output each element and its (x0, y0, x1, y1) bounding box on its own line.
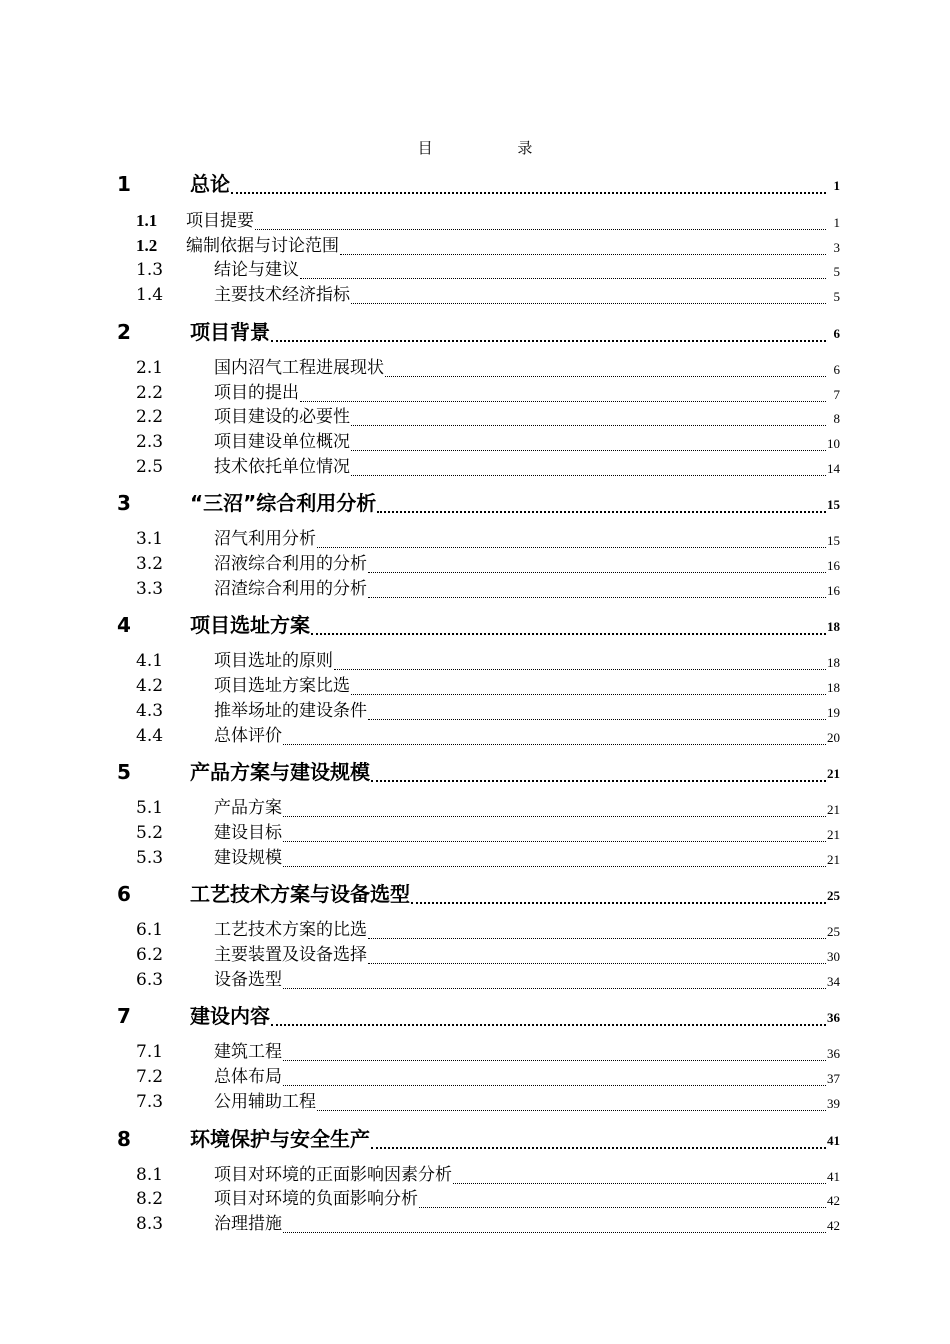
toc-page-number: 19 (827, 704, 840, 720)
toc-title-text: 治理措施 (214, 1213, 282, 1234)
toc-page-number: 41 (827, 1132, 840, 1148)
toc-number: 6 (117, 882, 131, 907)
toc-number: 7 (117, 1004, 131, 1029)
toc-page-number: 21 (827, 851, 840, 867)
toc-section[interactable] (0, 430, 950, 454)
toc-leader-dots (368, 922, 826, 939)
toc-title-text: 产品方案 (214, 798, 282, 819)
toc-section[interactable] (0, 258, 950, 282)
toc-title-text: 主要技术经济指标 (214, 285, 350, 306)
toc-page-number: 5 (833, 289, 840, 305)
toc-title-text: 项目对环境的负面影响分析 (214, 1189, 418, 1210)
toc-section[interactable] (0, 968, 950, 992)
toc-section[interactable] (0, 209, 950, 233)
toc-number: 2.1 (136, 357, 164, 378)
toc-title-text: 技术依托单位情况 (214, 456, 350, 477)
toc-leader-dots (351, 459, 826, 476)
toc-section[interactable] (0, 846, 950, 870)
toc-title-text: 环境保护与安全生产 (190, 1126, 370, 1151)
toc-number: 3.1 (136, 529, 164, 550)
toc-page-number: 25 (827, 888, 840, 904)
toc-title-text: 沼渣综合利用的分析 (214, 578, 367, 599)
toc-title-text: 项目背景 (190, 319, 270, 344)
toc-page-number: 20 (827, 729, 840, 745)
toc-leader-dots (283, 1044, 826, 1061)
toc-leader-dots (351, 678, 826, 695)
toc-page-number: 6 (833, 325, 840, 341)
toc-page-number: 21 (827, 802, 840, 818)
toc-number: 5 (117, 760, 131, 785)
toc-page-number: 21 (827, 826, 840, 842)
toc-section[interactable] (0, 649, 950, 673)
toc-section[interactable] (0, 234, 950, 258)
toc-page-number: 18 (827, 655, 840, 671)
toc-title-text: 项目提要 (186, 211, 254, 231)
toc-leader-dots (317, 1094, 826, 1111)
toc-section[interactable] (0, 943, 950, 967)
toc-title-text: 项目的提出 (214, 382, 299, 403)
toc-number: 1.3 (136, 260, 164, 281)
toc-leader-dots (453, 1167, 826, 1184)
toc-leader-dots (283, 800, 826, 817)
toc-number: 6.1 (136, 920, 164, 941)
toc-section[interactable] (0, 1040, 950, 1064)
toc-number: 8.3 (136, 1213, 164, 1234)
toc-section[interactable] (0, 699, 950, 723)
toc-leader-dots (340, 238, 826, 255)
toc-number: 5.3 (136, 847, 164, 868)
toc-number: 2.5 (136, 456, 164, 477)
toc-page-number: 10 (827, 435, 840, 451)
toc-section[interactable] (0, 796, 950, 820)
toc-leader-dots (419, 1191, 826, 1208)
toc-number: 1.2 (136, 235, 158, 255)
toc-leader-dots (385, 360, 826, 377)
toc-number: 7.3 (136, 1091, 164, 1112)
toc-leader-dots (311, 616, 826, 635)
toc-leader-dots (351, 409, 826, 426)
toc-number: 1 (117, 172, 131, 196)
toc-title-text: 建设目标 (214, 822, 282, 843)
toc-title-text: 总论 (190, 172, 230, 196)
toc-page-number: 15 (827, 533, 840, 549)
toc-leader-dots (351, 287, 826, 304)
toc-leader-dots (283, 850, 826, 867)
toc-title-text: 工艺技术方案的比选 (214, 920, 367, 941)
toc-leader-dots (231, 175, 826, 194)
toc-title-text: 结论与建议 (214, 260, 299, 281)
toc-section[interactable] (0, 821, 950, 845)
toc-leader-dots (283, 972, 826, 989)
toc-title-text: 项目选址方案 (190, 613, 310, 638)
toc-number: 3.2 (136, 554, 164, 574)
toc-page-number: 41 (827, 1168, 840, 1184)
toc-page-number: 16 (827, 582, 840, 598)
toc-page-number: 21 (827, 766, 840, 782)
toc-number: 4.2 (136, 676, 164, 697)
toc-title-text: 工艺技术方案与设备选型 (190, 882, 410, 907)
toc-section[interactable] (0, 1187, 950, 1211)
toc-title-text: 项目建设单位概况 (214, 431, 350, 452)
toc-leader-dots (283, 728, 826, 745)
toc-page-number: 42 (827, 1217, 840, 1233)
toc-leader-dots (317, 531, 826, 548)
toc-chapter[interactable] (0, 318, 950, 346)
toc-page-number: 18 (827, 680, 840, 696)
toc-title-text: 主要装置及设备选择 (214, 945, 367, 965)
toc-page-number: 8 (833, 411, 840, 427)
toc-page-number: 18 (827, 619, 840, 635)
toc-page-number: 25 (827, 924, 840, 940)
toc-title-text: 建设规模 (214, 847, 282, 868)
toc-number: 2.2 (136, 382, 164, 403)
toc-leader-dots (255, 213, 826, 230)
toc-title-text: 沼液综合利用的分析 (214, 554, 367, 574)
toc-number: 4.4 (136, 725, 164, 746)
toc-section[interactable] (0, 674, 950, 698)
toc-section[interactable] (0, 381, 950, 405)
toc-title-text: 建设内容 (190, 1004, 270, 1029)
toc-leader-dots (351, 434, 826, 451)
toc-leader-dots (368, 556, 826, 573)
toc-section[interactable] (0, 552, 950, 576)
toc-section[interactable] (0, 455, 950, 479)
toc-leader-dots (368, 703, 826, 720)
toc-title-text: 沼气利用分析 (214, 529, 316, 550)
toc-number: 3.3 (136, 578, 164, 599)
toc-chapter[interactable] (0, 170, 950, 198)
toc-chapter[interactable] (0, 1002, 950, 1030)
toc-leader-dots (283, 1216, 826, 1233)
toc-number: 5.1 (136, 798, 164, 819)
toc-section[interactable] (0, 724, 950, 748)
toc-number: 2 (117, 319, 131, 344)
toc-number: 2.2 (136, 407, 164, 428)
toc-number: 4.1 (136, 651, 164, 672)
toc-section[interactable] (0, 527, 950, 551)
toc-page-number: 5 (833, 264, 840, 280)
toc-page-number: 36 (827, 1010, 840, 1026)
toc-section[interactable] (0, 1212, 950, 1236)
toc-title-text: 推举场址的建设条件 (214, 700, 367, 721)
toc-section[interactable] (0, 1065, 950, 1089)
toc-page-number: 16 (827, 558, 840, 573)
toc-leader-dots (300, 262, 826, 279)
toc-title-text: 项目选址的原则 (214, 651, 333, 672)
toc-title-text: 总体布局 (214, 1067, 282, 1088)
toc-chapter[interactable] (0, 489, 950, 517)
toc-title-text: 设备选型 (214, 969, 282, 990)
toc-number: 1.4 (136, 285, 164, 306)
toc-page-number: 14 (827, 460, 840, 476)
toc-leader-dots (411, 885, 826, 904)
toc-section[interactable] (0, 1090, 950, 1114)
toc-title-text: 总体评价 (214, 725, 282, 746)
toc-page-number: 37 (827, 1071, 840, 1087)
toc-title-text: 项目建设的必要性 (214, 407, 350, 428)
toc-number: 1.1 (136, 211, 158, 230)
toc-leader-dots (300, 385, 826, 402)
toc-leader-dots (283, 825, 826, 842)
toc-page-number: 36 (827, 1046, 840, 1062)
toc-number: 6.3 (136, 969, 164, 990)
toc-leader-dots (334, 653, 826, 670)
toc-page-number: 30 (827, 949, 840, 964)
toc-title-text: 产品方案与建设规模 (190, 760, 370, 785)
toc-number: 2.3 (136, 431, 164, 452)
toc-section[interactable] (0, 356, 950, 380)
toc-title-text: “三沼”综合利用分析 (190, 491, 377, 516)
toc-number: 5.2 (136, 822, 164, 843)
toc-chapter[interactable] (0, 1125, 950, 1153)
toc-leader-dots (371, 1130, 826, 1149)
toc-leader-dots (368, 581, 826, 598)
toc-chapter[interactable] (0, 880, 950, 908)
toc-section[interactable] (0, 577, 950, 601)
toc-page-number: 1 (833, 178, 840, 193)
toc-page-number: 15 (827, 497, 840, 513)
toc-number: 7.2 (136, 1067, 164, 1088)
toc-number: 3 (117, 491, 131, 516)
toc-page-number: 3 (833, 239, 840, 255)
toc-number: 8 (117, 1126, 131, 1151)
toc-number: 7.1 (136, 1042, 164, 1063)
toc-page-number: 34 (827, 973, 840, 989)
toc-page-number: 6 (833, 361, 840, 377)
toc-title-text: 项目对环境的正面影响因素分析 (214, 1164, 452, 1185)
toc-leader-dots (271, 1007, 826, 1026)
toc-section[interactable] (0, 283, 950, 307)
toc-page-number: 1 (833, 215, 840, 230)
toc-title-text: 项目选址方案比选 (214, 676, 350, 697)
toc-page-number: 7 (833, 386, 840, 402)
toc-chapter[interactable] (0, 758, 950, 786)
toc-section[interactable] (0, 918, 950, 942)
toc-number: 8.2 (136, 1189, 164, 1210)
toc-title-text: 编制依据与讨论范围 (186, 235, 339, 256)
toc-title-text: 公用辅助工程 (214, 1091, 316, 1112)
toc-section[interactable] (0, 405, 950, 429)
toc-leader-dots (371, 763, 826, 782)
toc-page-number: 39 (827, 1095, 840, 1111)
toc-section[interactable] (0, 1163, 950, 1187)
toc-title-text: 建筑工程 (214, 1042, 282, 1063)
toc-title: 目 录 (417, 139, 573, 157)
toc-chapter[interactable] (0, 611, 950, 639)
toc-number: 4.3 (136, 700, 164, 721)
toc-number: 4 (117, 613, 131, 638)
toc-page-number: 42 (827, 1193, 840, 1209)
toc-leader-dots (271, 323, 826, 342)
toc-title-text: 国内沼气工程进展现状 (214, 357, 384, 378)
toc-leader-dots (368, 947, 826, 964)
toc-leader-dots (283, 1069, 826, 1086)
toc-number: 8.1 (136, 1164, 164, 1185)
toc-leader-dots (377, 494, 826, 513)
toc-number: 6.2 (136, 945, 164, 965)
